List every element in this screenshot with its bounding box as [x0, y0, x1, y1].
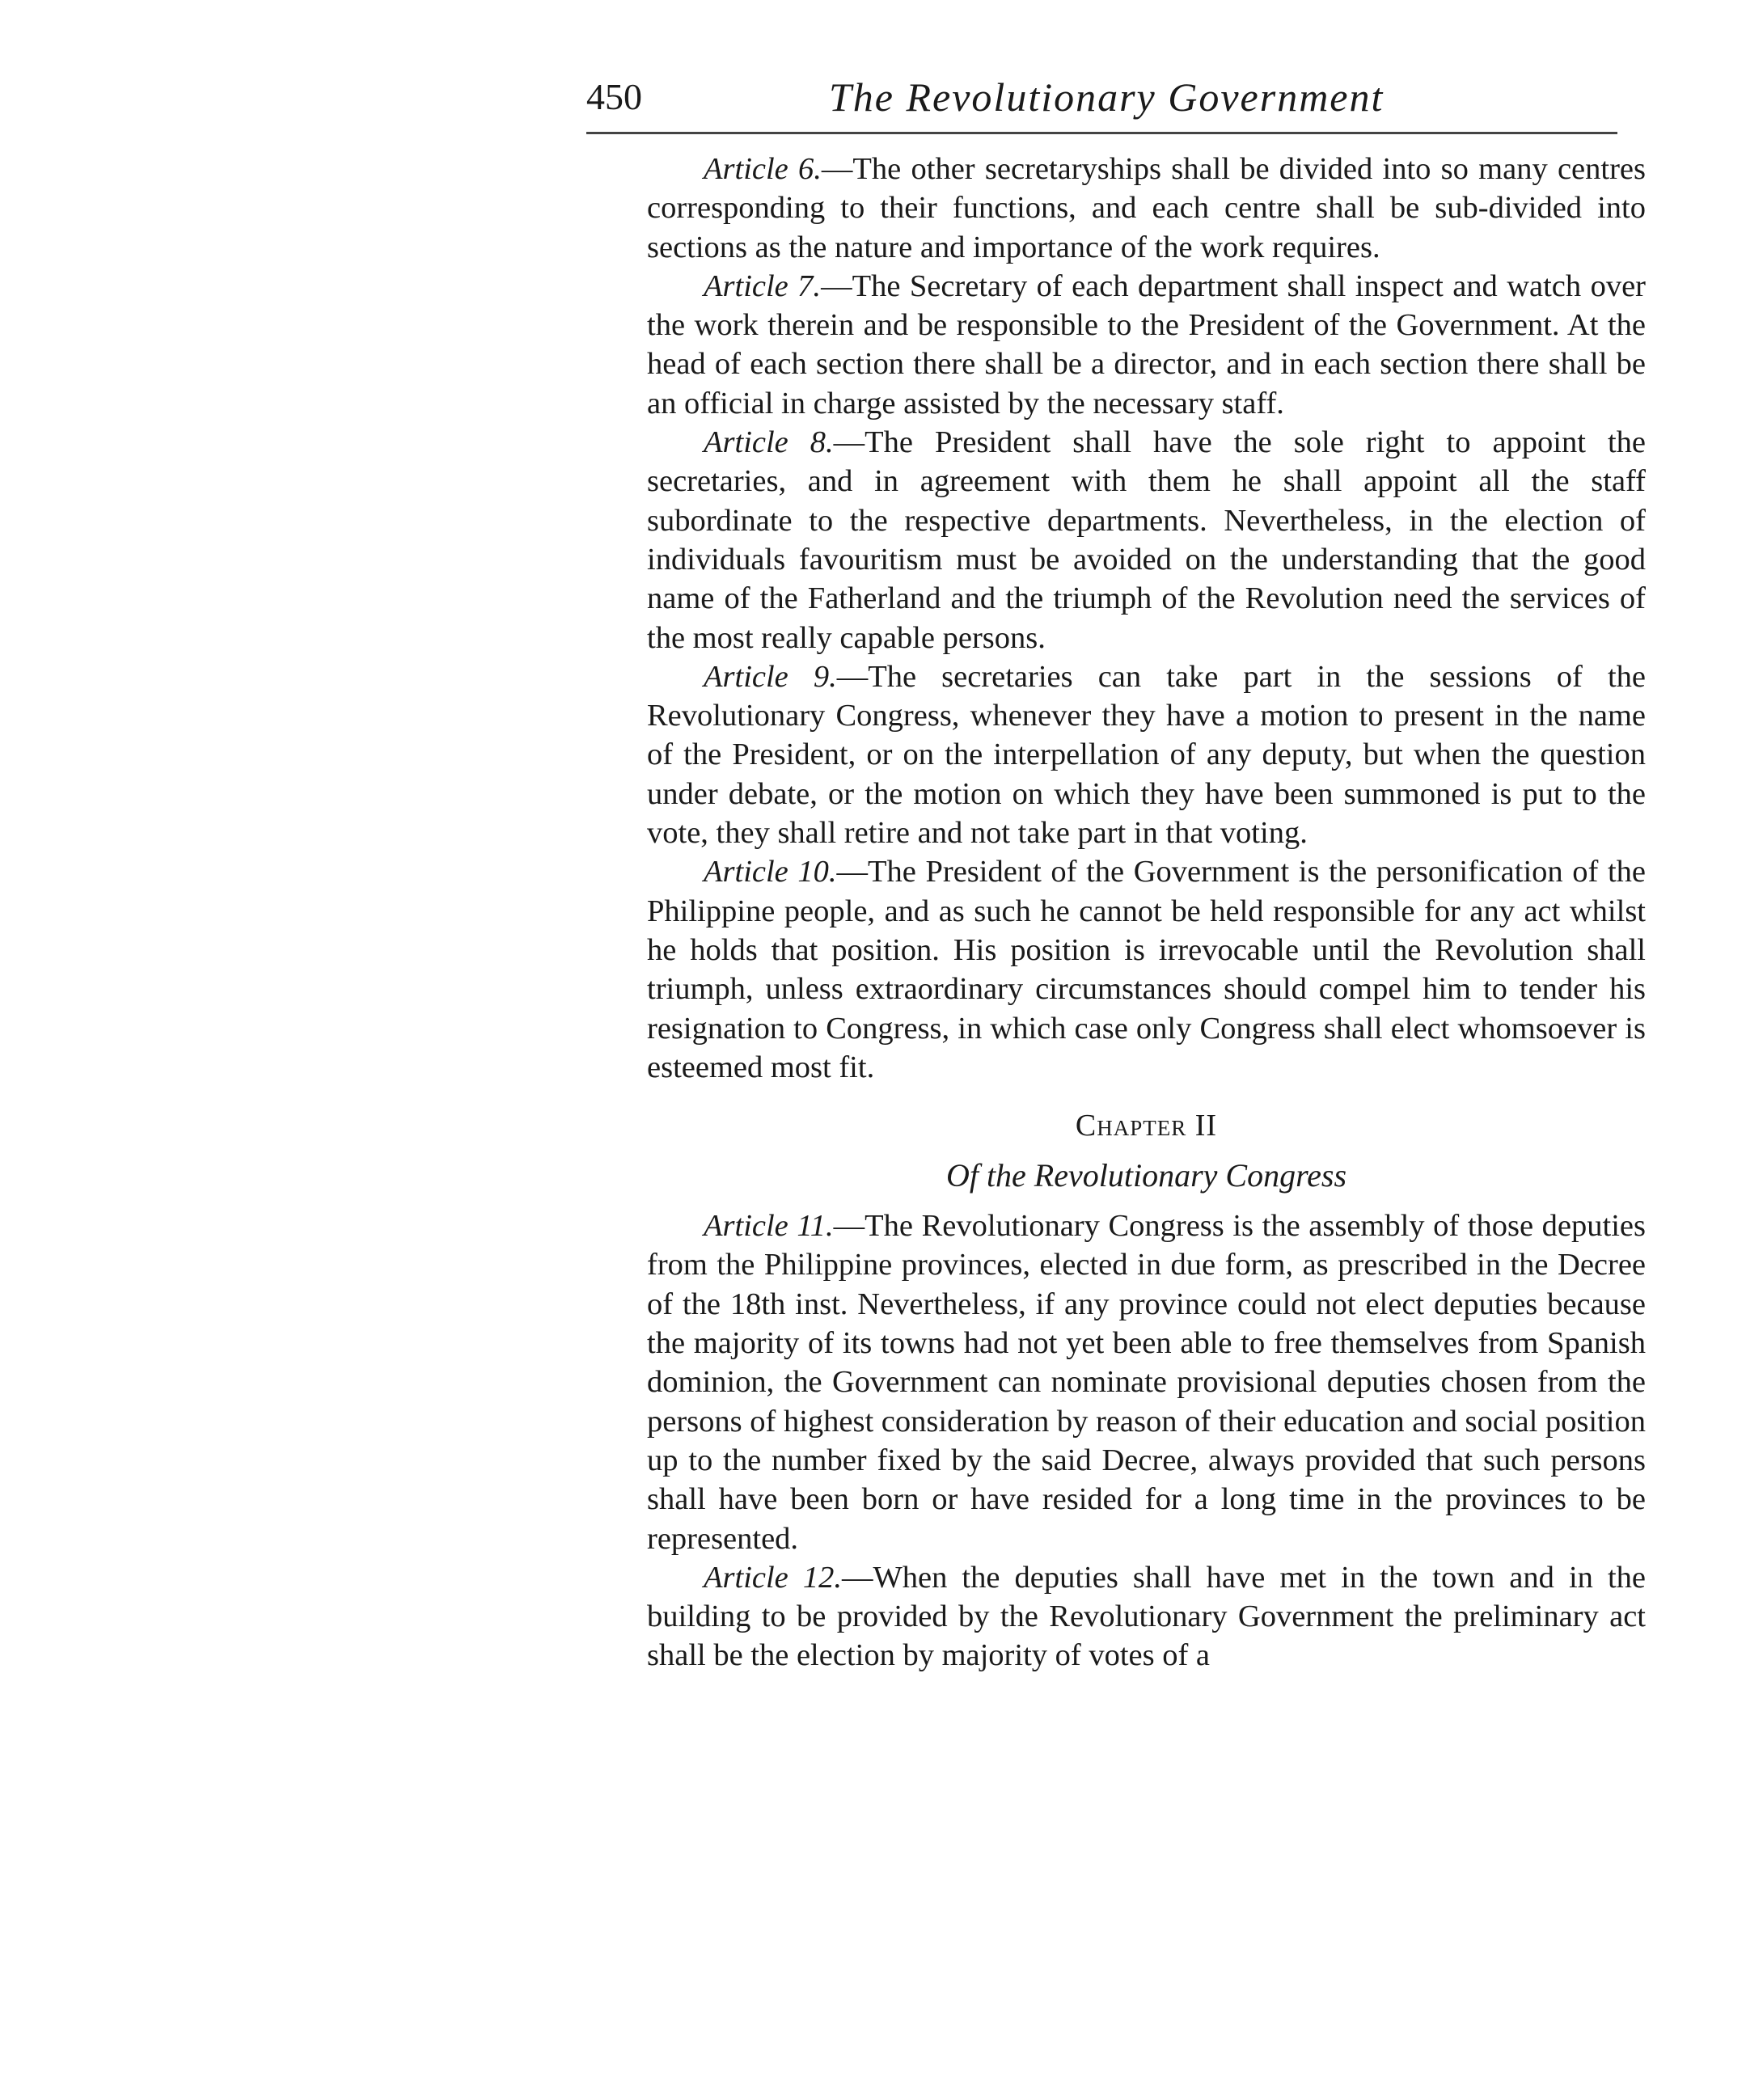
article-6 — [647, 150, 1646, 267]
running-title: The Revolutionary Government — [829, 74, 1385, 120]
article-text: —When the deputies shall have met in the town and in the building to be provided by the Revolutionary Government the preliminary act shall be the election by majority of votes of a — [647, 1560, 1646, 1673]
header-rule — [586, 132, 1617, 134]
article-label: Article 7. — [704, 268, 822, 303]
article-9 — [647, 657, 1646, 852]
running-head — [586, 65, 1617, 129]
article-text: —The Revolutionary Congress is the assembly of those deputies from the Philippine provinces, elected in due form, as prescribed in the Decree of the 18th inst. Nevertheless, if any province could not elect deputies because the majority of its towns had not yet been able to free themselves from Spanish dominion, the Government can nominate provisional deputies chosen from the persons of highest consideration by reason of their education and social position up to the number fixed by the said Decree, always provided that such persons shall have been born or have resided for a long time in the provinces to be represented. — [647, 1209, 1646, 1556]
article-label: Article 9. — [704, 659, 837, 694]
article-text: —The other secretaryships shall be divided into so many centres corresponding to their functions, and each centre shall be sub-divided into sections as the nature and importance of the work requires. — [647, 152, 1646, 264]
article-12 — [647, 1558, 1646, 1675]
body-text — [647, 150, 1646, 1675]
article-text: —The Secretary of each department shall inspect and watch over the work therein and be responsible to the President of the Government. At the head of each section there shall be a director, and in each section there shall be an official in charge assisted by the necessary staff. — [647, 268, 1646, 420]
article-7 — [647, 267, 1646, 423]
article-8 — [647, 423, 1646, 657]
article-label: Article 6. — [704, 152, 822, 186]
chapter-title: Of the Revolutionary Congress — [945, 1157, 1347, 1194]
article-label: Article 12. — [704, 1560, 842, 1595]
article-text: —The President of the Government is the personification of the Philippine people, and as such he cannot be held responsible for any act whilst he holds that position. His position is irrevocable until the Revolution shall triumph, unless extraordinary circumstances should compel him to tender his resignation to Congress, in which case only Congress shall elect whomsoever is esteemed most fit. — [647, 855, 1646, 1084]
article-label: Article 11. — [704, 1209, 834, 1244]
chapter-heading: Chapter II — [1075, 1109, 1218, 1143]
article-11 — [647, 1206, 1646, 1558]
article-label: Article 8. — [704, 425, 834, 460]
page-number: 450 — [586, 76, 642, 117]
article-text: —The President shall have the sole right to appoint the secretaries, and in agreement with them he shall appoint all the staff subordinate to the respective departments. Nevertheless, in the election of individuals favouritism must be avoided on the understanding that the good name of the Fatherland and the triumph of the Revolution need the services of the most really capable persons. — [647, 425, 1646, 655]
article-text: —The secretaries can take part in the sessions of the Revolutionary Congress, whenever they have a motion to present in the name of the President, or on the interpellation of any deputy, but when the question under debate, or the motion on which they have been summoned is put to the vote, they shall retire and not take part in that voting. — [647, 659, 1646, 851]
article-label: Article 10. — [704, 855, 837, 889]
article-10 — [647, 852, 1646, 1087]
